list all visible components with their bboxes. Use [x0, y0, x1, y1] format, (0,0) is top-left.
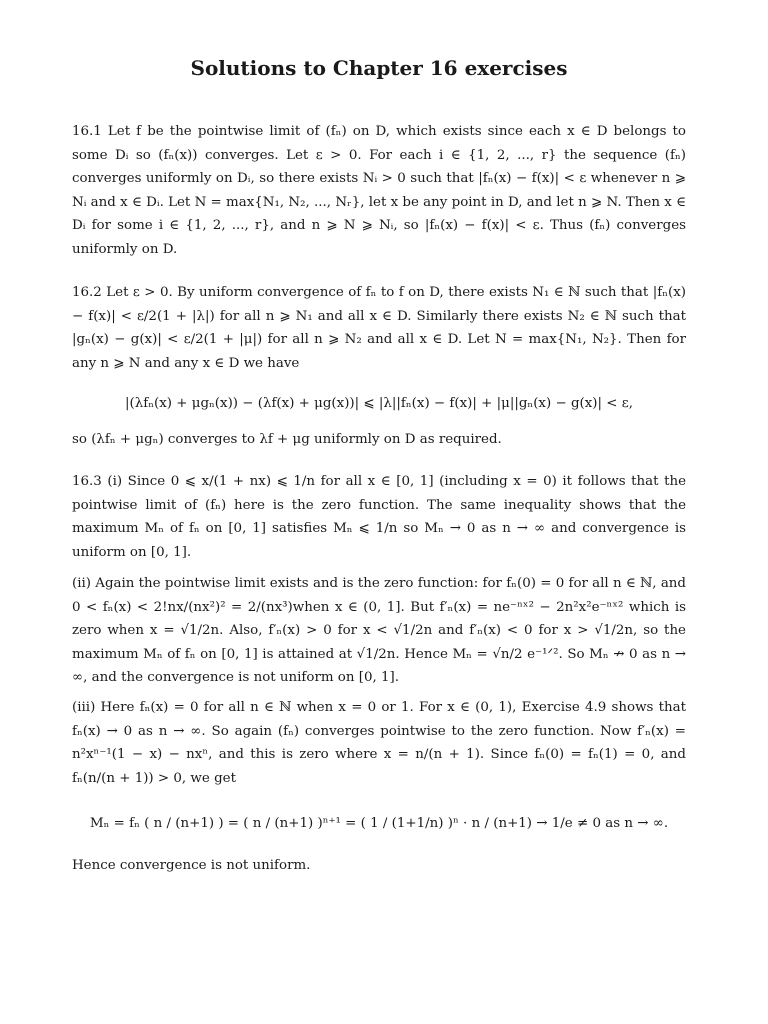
solution-16-3-iii-conclusion: Hence convergence is not uniform.	[72, 858, 311, 873]
solution-16-2-conclusion: so (λfₙ + μgₙ) converges to λf + μg uniformly on D as required.	[72, 432, 502, 447]
solution-16-3-iii: (iii) Here fₙ(x) = 0 for all n ∈ ℕ when x = 0 or 1. For x ∈ (0, 1), Exercise 4.9 shows that fₙ(x) → 0 as n → ∞. So again (fₙ) converges pointwise to the zero function. Now f′ₙ(x) = n²xⁿ⁻¹(1 − x) − nxⁿ, and this is zero where x = n/(n + 1). Since fₙ(0) = fₙ(1) = 0, and fₙ(n/(n + 1)) > 0, we get	[72, 700, 686, 786]
page-title: Solutions to Chapter 16 exercises	[190, 56, 568, 80]
solution-16-2: 16.2 Let ε > 0. By uniform convergence of fₙ to f on D, there exists N₁ ∈ ℕ such that |fₙ(x) − f(x)| < ε/2(1 + |λ|) for all n ⩾ N₁ and all x ∈ D. Similarly there exists N₂ ∈ ℕ such that |gₙ(x) − g(x)| < ε/2(1 + |μ|) for all n ⩾ N₂ and all x ∈ D. Let N = max{N₁, N₂}. Then for any n ⩾ N and any x ∈ D we have	[72, 285, 686, 371]
solution-16-2-display-equation: |(λfₙ(x) + μgₙ(x)) − (λf(x) + μg(x))| ⩽ |λ||fₙ(x) − f(x)| + |μ||gₙ(x) − g(x)| < ε,	[125, 396, 633, 411]
solution-16-3-ii: (ii) Again the pointwise limit exists and is the zero function: for fₙ(0) = 0 for all n ∈ ℕ, and 0 < fₙ(x) < 2!nx/(nx²)² = 2/(nx³)when x ∈ (0, 1]. But f′ₙ(x) = ne⁻ⁿˣ² − 2n²x²e⁻ⁿˣ² which is zero when x = √1/2n. Also, f′ₙ(x) > 0 for x < √1/2n and f′ₙ(x) < 0 for x > √1/2n, so the maximum Mₙ of fₙ on [0, 1] is attained at √1/2n. Hence Mₙ = √n/2 e⁻¹ᐟ². So Mₙ ↛ 0 as n → ∞, and the convergence is not uniform on [0, 1].	[72, 576, 686, 685]
solution-16-3-iii-display-equation: Mₙ = fₙ ( n / (n+1) ) = ( n / (n+1) )ⁿ⁺¹ = ( 1 / (1+1/n) )ⁿ · n / (n+1) → 1/e ≠ 0 as n → ∞.	[89, 816, 669, 831]
solution-16-1: 16.1 Let f be the pointwise limit of (fₙ) on D, which exists since each x ∈ D belongs to some Dᵢ so (fₙ(x)) converges. Let ε > 0. For each i ∈ {1, 2, ..., r} the sequence (fₙ) converges uniformly on Dᵢ, so there exists Nᵢ > 0 such that |fₙ(x) − f(x)| < ε whenever n ⩾ Nᵢ and x ∈ Dᵢ. Let N = max{N₁, N₂, ..., Nᵣ}, let x be any point in D, and let n ⩾ N. Then x ∈ Dᵢ for some i ∈ {1, 2, ..., r}, and n ⩾ N ⩾ Nᵢ, so |fₙ(x) − f(x)| < ε. Thus (fₙ) converges uniformly on D.	[72, 124, 686, 257]
solution-16-3-i: 16.3 (i) Since 0 ⩽ x/(1 + nx) ⩽ 1/n for all x ∈ [0, 1] (including x = 0) it follows that the pointwise limit of (fₙ) here is the zero function. The same inequality shows that the maximum Mₙ of fₙ on [0, 1] satisfies Mₙ ⩽ 1/n so Mₙ → 0 as n → ∞ and convergence is uniform on [0, 1].	[72, 474, 686, 560]
